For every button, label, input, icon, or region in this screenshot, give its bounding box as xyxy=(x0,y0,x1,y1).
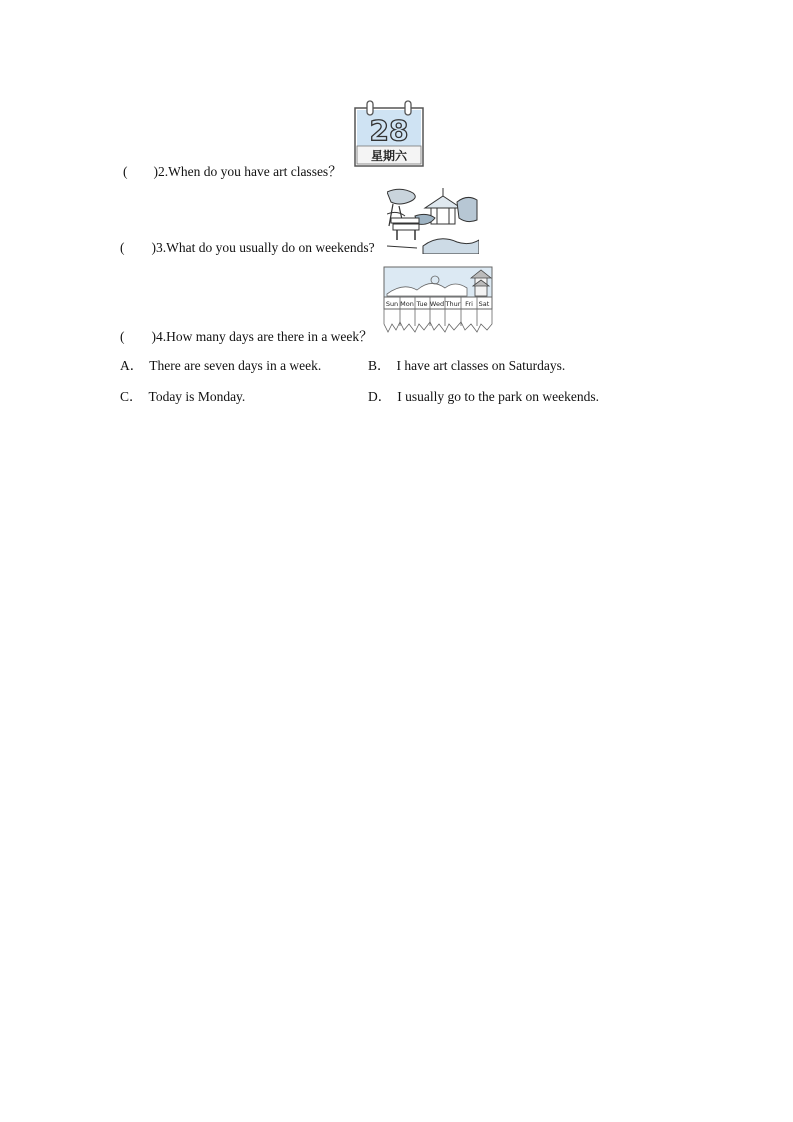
answer-paren-open: ( xyxy=(120,240,125,255)
option-text: I have art classes on Saturdays. xyxy=(396,358,566,373)
option-d xyxy=(368,385,599,405)
day-label-mon: Mon xyxy=(400,300,414,308)
question-4 xyxy=(120,325,373,345)
option-text: Today is Monday. xyxy=(148,389,246,404)
calendar-weekday: 星期六 xyxy=(370,149,408,163)
week-calendar-picture xyxy=(383,266,493,336)
question-2 xyxy=(123,160,342,180)
question-text: )4.How many days are there in a week？ xyxy=(151,329,373,344)
option-b xyxy=(368,354,565,374)
option-letter: A． xyxy=(120,358,144,373)
question-text: )3.What do you usually do on weekends? xyxy=(151,240,375,255)
option-letter: D． xyxy=(368,389,392,404)
day-label-fri: Fri xyxy=(465,300,473,308)
calendar-icon xyxy=(352,98,426,170)
option-letter: C． xyxy=(120,389,143,404)
option-text: I usually go to the park on weekends. xyxy=(397,389,599,404)
option-c xyxy=(120,385,245,405)
park-picture xyxy=(387,184,479,254)
option-letter: B． xyxy=(368,358,391,373)
day-label-thur: Thur xyxy=(445,300,461,308)
question-text: )2.When do you have art classes？ xyxy=(153,164,342,179)
answer-paren-open: ( xyxy=(120,329,125,344)
answer-paren-open: ( xyxy=(123,164,128,179)
day-label-sat: Sat xyxy=(478,300,490,308)
option-text: There are seven days in a week. xyxy=(149,358,322,373)
calendar-date: 28 xyxy=(369,114,409,147)
question-3 xyxy=(120,240,375,256)
option-a xyxy=(120,354,321,374)
day-label-sun: Sun xyxy=(385,300,399,308)
day-label-tue: Tue xyxy=(416,300,428,308)
day-label-wed: Wed xyxy=(429,300,445,308)
